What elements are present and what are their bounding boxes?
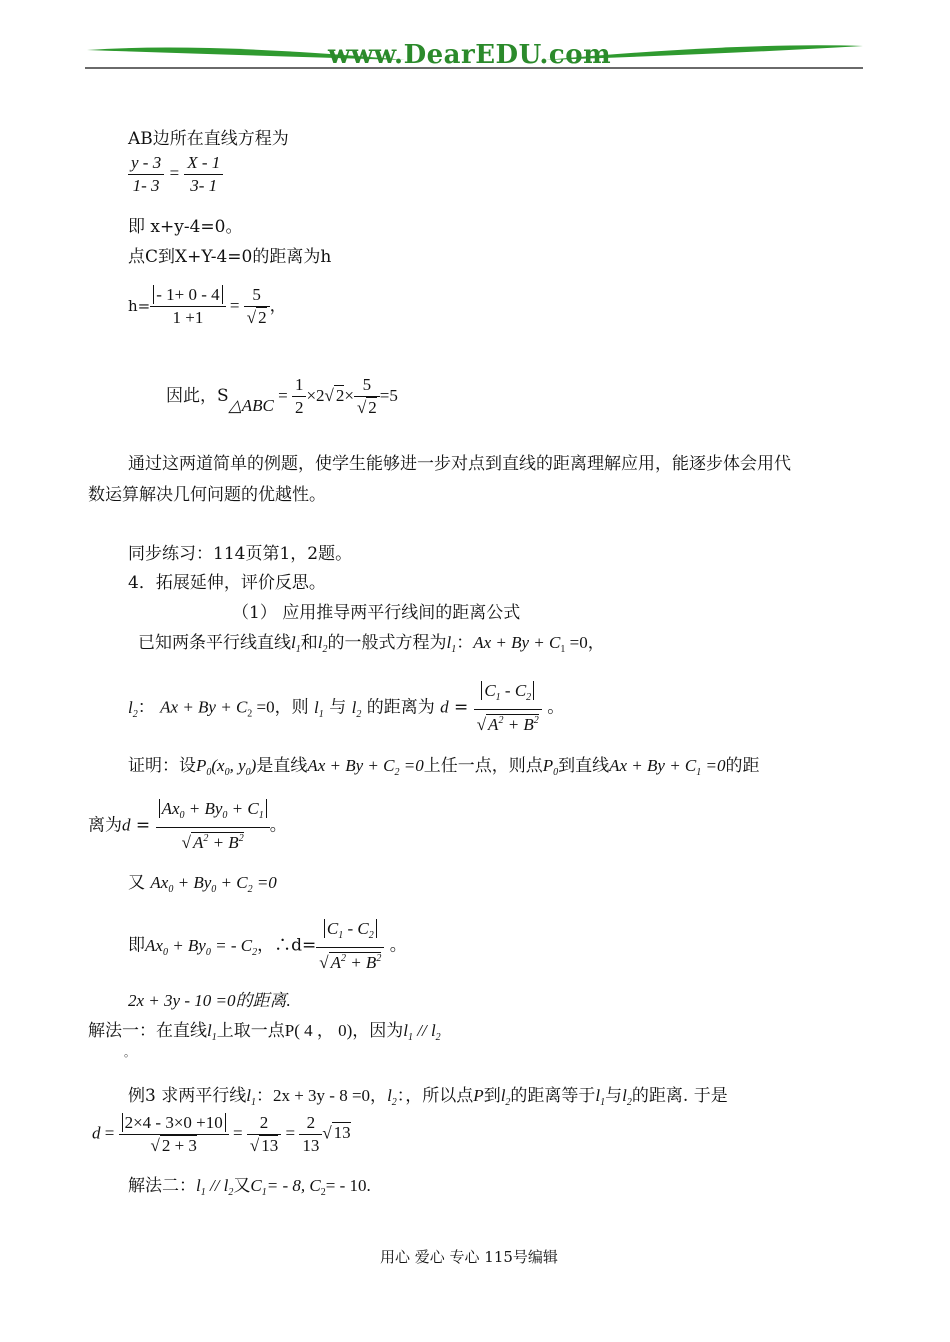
li-wei-line: 离为d = $\frac{Ax_0 + By_0 + C_1}{√ A^2 + B^2}$ 。 <box>88 799 287 852</box>
ji-line-1: 即 x+y-4=0。 <box>128 217 243 237</box>
solution-1-line: 解法一：在直线$l_1$上取一点P( 4 ， 0)，因为$l_1 // l_2$ <box>88 1021 441 1043</box>
you-line: 又 $Ax_0 + By_0 + C_2 =0$ <box>128 873 277 895</box>
h-equation: h= $\frac{- 1+ 0 - 4}{1 +1}$ = $\frac{5}{√ 2}$ ， <box>128 285 287 327</box>
tongbu-line: 同步练习：114页第1，2题。 <box>128 544 353 564</box>
area-equation: 因此，S△ABC = $\frac{1}{2}$ ×2√ 2× $\frac{5}{√ 2}$ =5 <box>166 375 398 417</box>
ab-line-text: AB边所在直线方程为 <box>128 129 289 149</box>
small-period: 。 <box>124 1046 135 1059</box>
paragraph-1: 通过这两道简单的例题，使学生能够进一步对点到直线的距离理解应用，能逐步体会用代 <box>128 454 791 474</box>
header-brand[interactable]: www.DearEDU.com <box>328 40 612 70</box>
example-3-line: 例3 求两平行线$l_1$：2x + 3y - 8 =0，$l_2$：，所以点P到$l_2$的距离等于$l_1$与$l_2$的距离. 于是 <box>128 1086 728 1108</box>
proof-line: 证明：设$P_0(x_0$, $y_0$)是直线$Ax + By + C_2 =0$上任一点，则点$P_0$到直线$Ax + By + C_1 =0$的距 <box>128 756 760 778</box>
d-equation: d = $\frac{2\times 4 - 3\times 0 +10}{√ 2 + 3}$ = $\frac{2}{√ 13}$ = $\frac{2}{13}$ √ 13 <box>92 1113 351 1155</box>
ab-equation: $\frac{y - 3}{1- 3}$ = $\frac{X - 1}{3- 1}$ <box>128 152 223 197</box>
footer-text: 用心 爱心 专心 115号编辑 <box>380 1248 558 1266</box>
item-4: 4．拓展延伸，评价反思。 <box>128 573 326 593</box>
paragraph-1b: 数运算解决几何问题的优越性。 <box>88 485 326 505</box>
solution-2-line: 解法二：$l_1 // l_2$又$C_1= - 8$, $C_2= - 10$. <box>128 1176 371 1198</box>
known-line: 已知两条平行线直线$l_1$和$l_2$的一般式方程为$l_1$：$Ax + By + C_1 =0$， <box>138 633 605 655</box>
eq-2x-line: 2x + 3y - 10 =0的距离. <box>128 991 291 1010</box>
sub-heading-1: （1） 应用推导两平行线间的距离公式 <box>232 603 521 623</box>
dist-c-line: 点C到X+Y-4=0的距离为h <box>128 247 332 267</box>
l2-formula-line: $l_2$： $Ax + By + C_2 =0$，则 $l_1$ 与 $l_2$ 的距离为 d = $\frac{C_1 - C_2}{√ A^2 + B^2}$ 。 <box>128 681 565 734</box>
ji-line-2: 即$Ax_0 + By_0$ = - $C_2$，∴d= $\frac{C_1 - C_2}{√ A^2 + B^2}$ 。 <box>128 919 407 972</box>
